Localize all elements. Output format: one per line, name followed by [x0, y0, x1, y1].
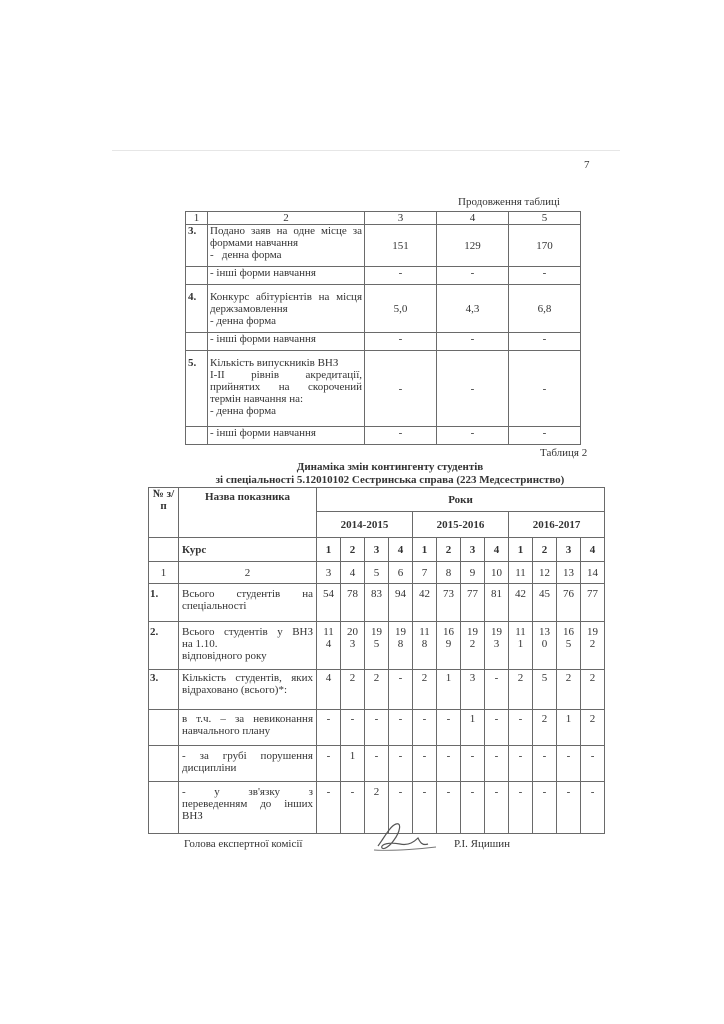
value-cell: - [509, 710, 533, 746]
value-cell: 1 [461, 710, 485, 746]
value-cell: 77 [581, 584, 605, 622]
label-line: Кількість випускників ВНЗ [210, 357, 339, 369]
row-label [179, 746, 317, 782]
table-2-contingent [148, 487, 605, 834]
row-number: 3. [186, 225, 208, 267]
scan-edge-line [112, 150, 620, 151]
kurs-cell: 4 [389, 538, 413, 562]
label-line: прийнятих на скорочений [210, 381, 362, 393]
label-line: відраховано (всього)*: [182, 684, 288, 696]
value-cell: 19 3 [485, 622, 509, 670]
header-cell-years: Роки [317, 488, 605, 512]
value-cell: 16 9 [437, 622, 461, 670]
value-cell: - [485, 710, 509, 746]
value-cell: 94 [389, 584, 413, 622]
value-cell: - [509, 351, 581, 427]
value-cell: 73 [437, 584, 461, 622]
row-label: - інші форми навчання [208, 427, 365, 445]
numbering-cell: 3 [317, 562, 341, 584]
page-number: 7 [584, 159, 590, 171]
row-number [149, 746, 179, 782]
row-label [208, 285, 365, 333]
value-cell: - [461, 746, 485, 782]
value-cell: 16 5 [557, 622, 581, 670]
numbering-cell: 12 [533, 562, 557, 584]
value-cell: - [485, 782, 509, 834]
value-cell: 129 [437, 225, 509, 267]
header-row-years-caption [149, 488, 605, 512]
label-line: ВНЗ [182, 810, 203, 822]
value-cell: 19 5 [365, 622, 389, 670]
signature-name: Р.І. Яцишин [454, 838, 511, 850]
value-cell: 76 [557, 584, 581, 622]
value-cell: 19 8 [389, 622, 413, 670]
value-cell: - [437, 710, 461, 746]
table-row [149, 670, 605, 710]
value-cell: - [509, 782, 533, 834]
value-cell: 1 [341, 746, 365, 782]
value-cell: - [389, 746, 413, 782]
table-row [149, 710, 605, 746]
value-cell: - [533, 746, 557, 782]
label-line: - денна форма [210, 249, 282, 261]
value-cell: 3 [461, 670, 485, 710]
value-cell: 2 [413, 670, 437, 710]
numbering-cell: 13 [557, 562, 581, 584]
label-line: Всього студентів у ВНЗ [182, 626, 313, 638]
kurs-cell: 1 [317, 538, 341, 562]
value-cell: - [317, 746, 341, 782]
value-cell: - [365, 333, 437, 351]
kurs-cell: 3 [365, 538, 389, 562]
label-line: дисципліни [182, 762, 237, 774]
kurs-cell: 4 [581, 538, 605, 562]
header-cell: 2 [208, 212, 365, 225]
row-label [179, 622, 317, 670]
row-label: - інші форми навчання [208, 267, 365, 285]
header-cell: 4 [437, 212, 509, 225]
value-cell: 54 [317, 584, 341, 622]
value-cell: 2 [365, 670, 389, 710]
kurs-cell: 4 [485, 538, 509, 562]
header-cell-number: № з/п [149, 488, 179, 538]
value-cell: 5 [533, 670, 557, 710]
row-label [208, 225, 365, 267]
value-cell: - [437, 351, 509, 427]
kurs-label: Курс [179, 538, 317, 562]
kurs-cell: 3 [557, 538, 581, 562]
value-cell: - [365, 710, 389, 746]
value-cell: - [509, 746, 533, 782]
row-number [186, 427, 208, 445]
kurs-cell: 1 [413, 538, 437, 562]
value-cell: 11 4 [317, 622, 341, 670]
value-cell: - [437, 746, 461, 782]
signature-role: Голова експертної комісії [184, 838, 303, 850]
value-cell: 2 [533, 710, 557, 746]
value-cell: 1 [557, 710, 581, 746]
kurs-cell: 1 [509, 538, 533, 562]
table-row [186, 427, 581, 445]
value-cell: 4 [317, 670, 341, 710]
label-line: - денна форма [210, 405, 277, 417]
table-1-continuation [185, 211, 581, 445]
value-cell: 81 [485, 584, 509, 622]
value-cell: 4,3 [437, 285, 509, 333]
row-label [179, 710, 317, 746]
value-cell: - [389, 710, 413, 746]
table-2-title-line-1: Динаміка змін контингенту студентів [296, 461, 484, 473]
value-cell: 2 [509, 670, 533, 710]
value-cell: - [389, 670, 413, 710]
label-line: - за грубі порушення [182, 750, 313, 762]
value-cell: - [413, 710, 437, 746]
header-cell-name: Назва показника [179, 488, 317, 538]
value-cell: 5,0 [365, 285, 437, 333]
row-label [208, 351, 365, 427]
kurs-cell: 2 [437, 538, 461, 562]
empty-cell [149, 538, 179, 562]
table-row [186, 351, 581, 427]
value-cell: 2 [557, 670, 581, 710]
value-cell: - [461, 782, 485, 834]
numbering-row [149, 562, 605, 584]
numbering-cell: 7 [413, 562, 437, 584]
numbering-cell: 1 [149, 562, 179, 584]
label-line: переведенням до інших [182, 798, 313, 810]
value-cell: 6,8 [509, 285, 581, 333]
value-cell: - [341, 782, 365, 834]
row-number: 4. [186, 285, 208, 333]
label-line: держзамовлення [210, 303, 288, 315]
year-cell: 2014-2015 [317, 512, 413, 538]
label-line: навчального плану [182, 725, 271, 737]
table-continuation-label: Продовження таблиці [458, 196, 560, 208]
table-2-label: Таблиця 2 [540, 447, 588, 459]
numbering-cell: 4 [341, 562, 365, 584]
value-cell: 42 [413, 584, 437, 622]
header-cell: 5 [509, 212, 581, 225]
year-cell: 2015-2016 [413, 512, 509, 538]
table-row [149, 622, 605, 670]
numbering-cell: 8 [437, 562, 461, 584]
row-number: 3. [149, 670, 179, 710]
value-cell: - [509, 427, 581, 445]
label-line: Конкурс абітурієнтів на місця [210, 291, 362, 303]
value-cell: - [365, 351, 437, 427]
table-row [149, 746, 605, 782]
row-number [149, 782, 179, 834]
label-line: - у зв'язку з [182, 786, 313, 798]
numbering-cell: 5 [365, 562, 389, 584]
kurs-cell: 3 [461, 538, 485, 562]
value-cell: - [437, 333, 509, 351]
numbering-cell: 11 [509, 562, 533, 584]
value-cell: 13 0 [533, 622, 557, 670]
numbering-cell: 9 [461, 562, 485, 584]
value-cell: 11 8 [413, 622, 437, 670]
value-cell: - [557, 782, 581, 834]
table-row [186, 225, 581, 267]
value-cell: 170 [509, 225, 581, 267]
label-line: I-II рівнів акредитації, [210, 369, 362, 381]
row-label [179, 584, 317, 622]
value-cell: 2 [581, 670, 605, 710]
value-cell: 1 [437, 670, 461, 710]
value-cell: - [581, 746, 605, 782]
value-cell: - [437, 782, 461, 834]
row-label: - інші форми навчання [208, 333, 365, 351]
value-cell: - [437, 267, 509, 285]
table-row [186, 267, 581, 285]
value-cell: 2 [365, 782, 389, 834]
numbering-cell: 10 [485, 562, 509, 584]
value-cell: - [317, 782, 341, 834]
row-number: 2. [149, 622, 179, 670]
label-line: в т.ч. – за невиконання [182, 713, 313, 725]
row-number [149, 710, 179, 746]
table-row [186, 285, 581, 333]
value-cell: - [365, 427, 437, 445]
value-cell: - [509, 267, 581, 285]
label-line: термін навчання на: [210, 393, 304, 405]
value-cell: - [317, 710, 341, 746]
table-row [149, 584, 605, 622]
table-2-title-line-2: зі спеціальності 5.12010102 Сестринська справа (223 Медсестринство) [215, 474, 565, 486]
value-cell: 151 [365, 225, 437, 267]
label-line: формами навчання [210, 237, 299, 249]
value-cell: - [389, 782, 413, 834]
value-cell: 2 [341, 670, 365, 710]
numbering-cell: 14 [581, 562, 605, 584]
label-line: на 1.10. [182, 638, 218, 650]
numbering-cell: 2 [179, 562, 317, 584]
row-number [186, 267, 208, 285]
numbering-cell: 6 [389, 562, 413, 584]
label-line: - денна форма [210, 315, 277, 327]
value-cell: 20 3 [341, 622, 365, 670]
row-label [179, 782, 317, 834]
value-cell: 83 [365, 584, 389, 622]
value-cell: - [413, 746, 437, 782]
header-row-kurs [149, 538, 605, 562]
row-number: 1. [149, 584, 179, 622]
label-line: Кількість студентів, яких [182, 672, 313, 684]
label-line: відповідного року [182, 650, 267, 662]
value-cell: 77 [461, 584, 485, 622]
header-cell: 1 [186, 212, 208, 225]
kurs-cell: 2 [533, 538, 557, 562]
year-cell: 2016-2017 [509, 512, 605, 538]
value-cell: - [437, 427, 509, 445]
row-number [186, 333, 208, 351]
handwritten-signature [370, 820, 440, 854]
table-row [186, 333, 581, 351]
value-cell: - [509, 333, 581, 351]
kurs-cell: 2 [341, 538, 365, 562]
label-line: спеціальності [182, 600, 247, 612]
value-cell: 19 2 [581, 622, 605, 670]
value-cell: 19 2 [461, 622, 485, 670]
value-cell: - [485, 746, 509, 782]
value-cell: - [557, 746, 581, 782]
value-cell: - [365, 267, 437, 285]
value-cell: - [485, 670, 509, 710]
value-cell: 11 1 [509, 622, 533, 670]
label-line: Подано заяв на одне місце за [210, 225, 362, 237]
value-cell: 42 [509, 584, 533, 622]
header-cell: 3 [365, 212, 437, 225]
row-label [179, 670, 317, 710]
value-cell: - [533, 782, 557, 834]
value-cell: - [365, 746, 389, 782]
value-cell: 78 [341, 584, 365, 622]
table-1-header-row [186, 212, 581, 225]
value-cell: - [341, 710, 365, 746]
label-line: Всього студентів на [182, 588, 313, 600]
value-cell: 2 [581, 710, 605, 746]
value-cell: 45 [533, 584, 557, 622]
value-cell: - [413, 782, 437, 834]
row-number: 5. [186, 351, 208, 427]
value-cell: - [581, 782, 605, 834]
